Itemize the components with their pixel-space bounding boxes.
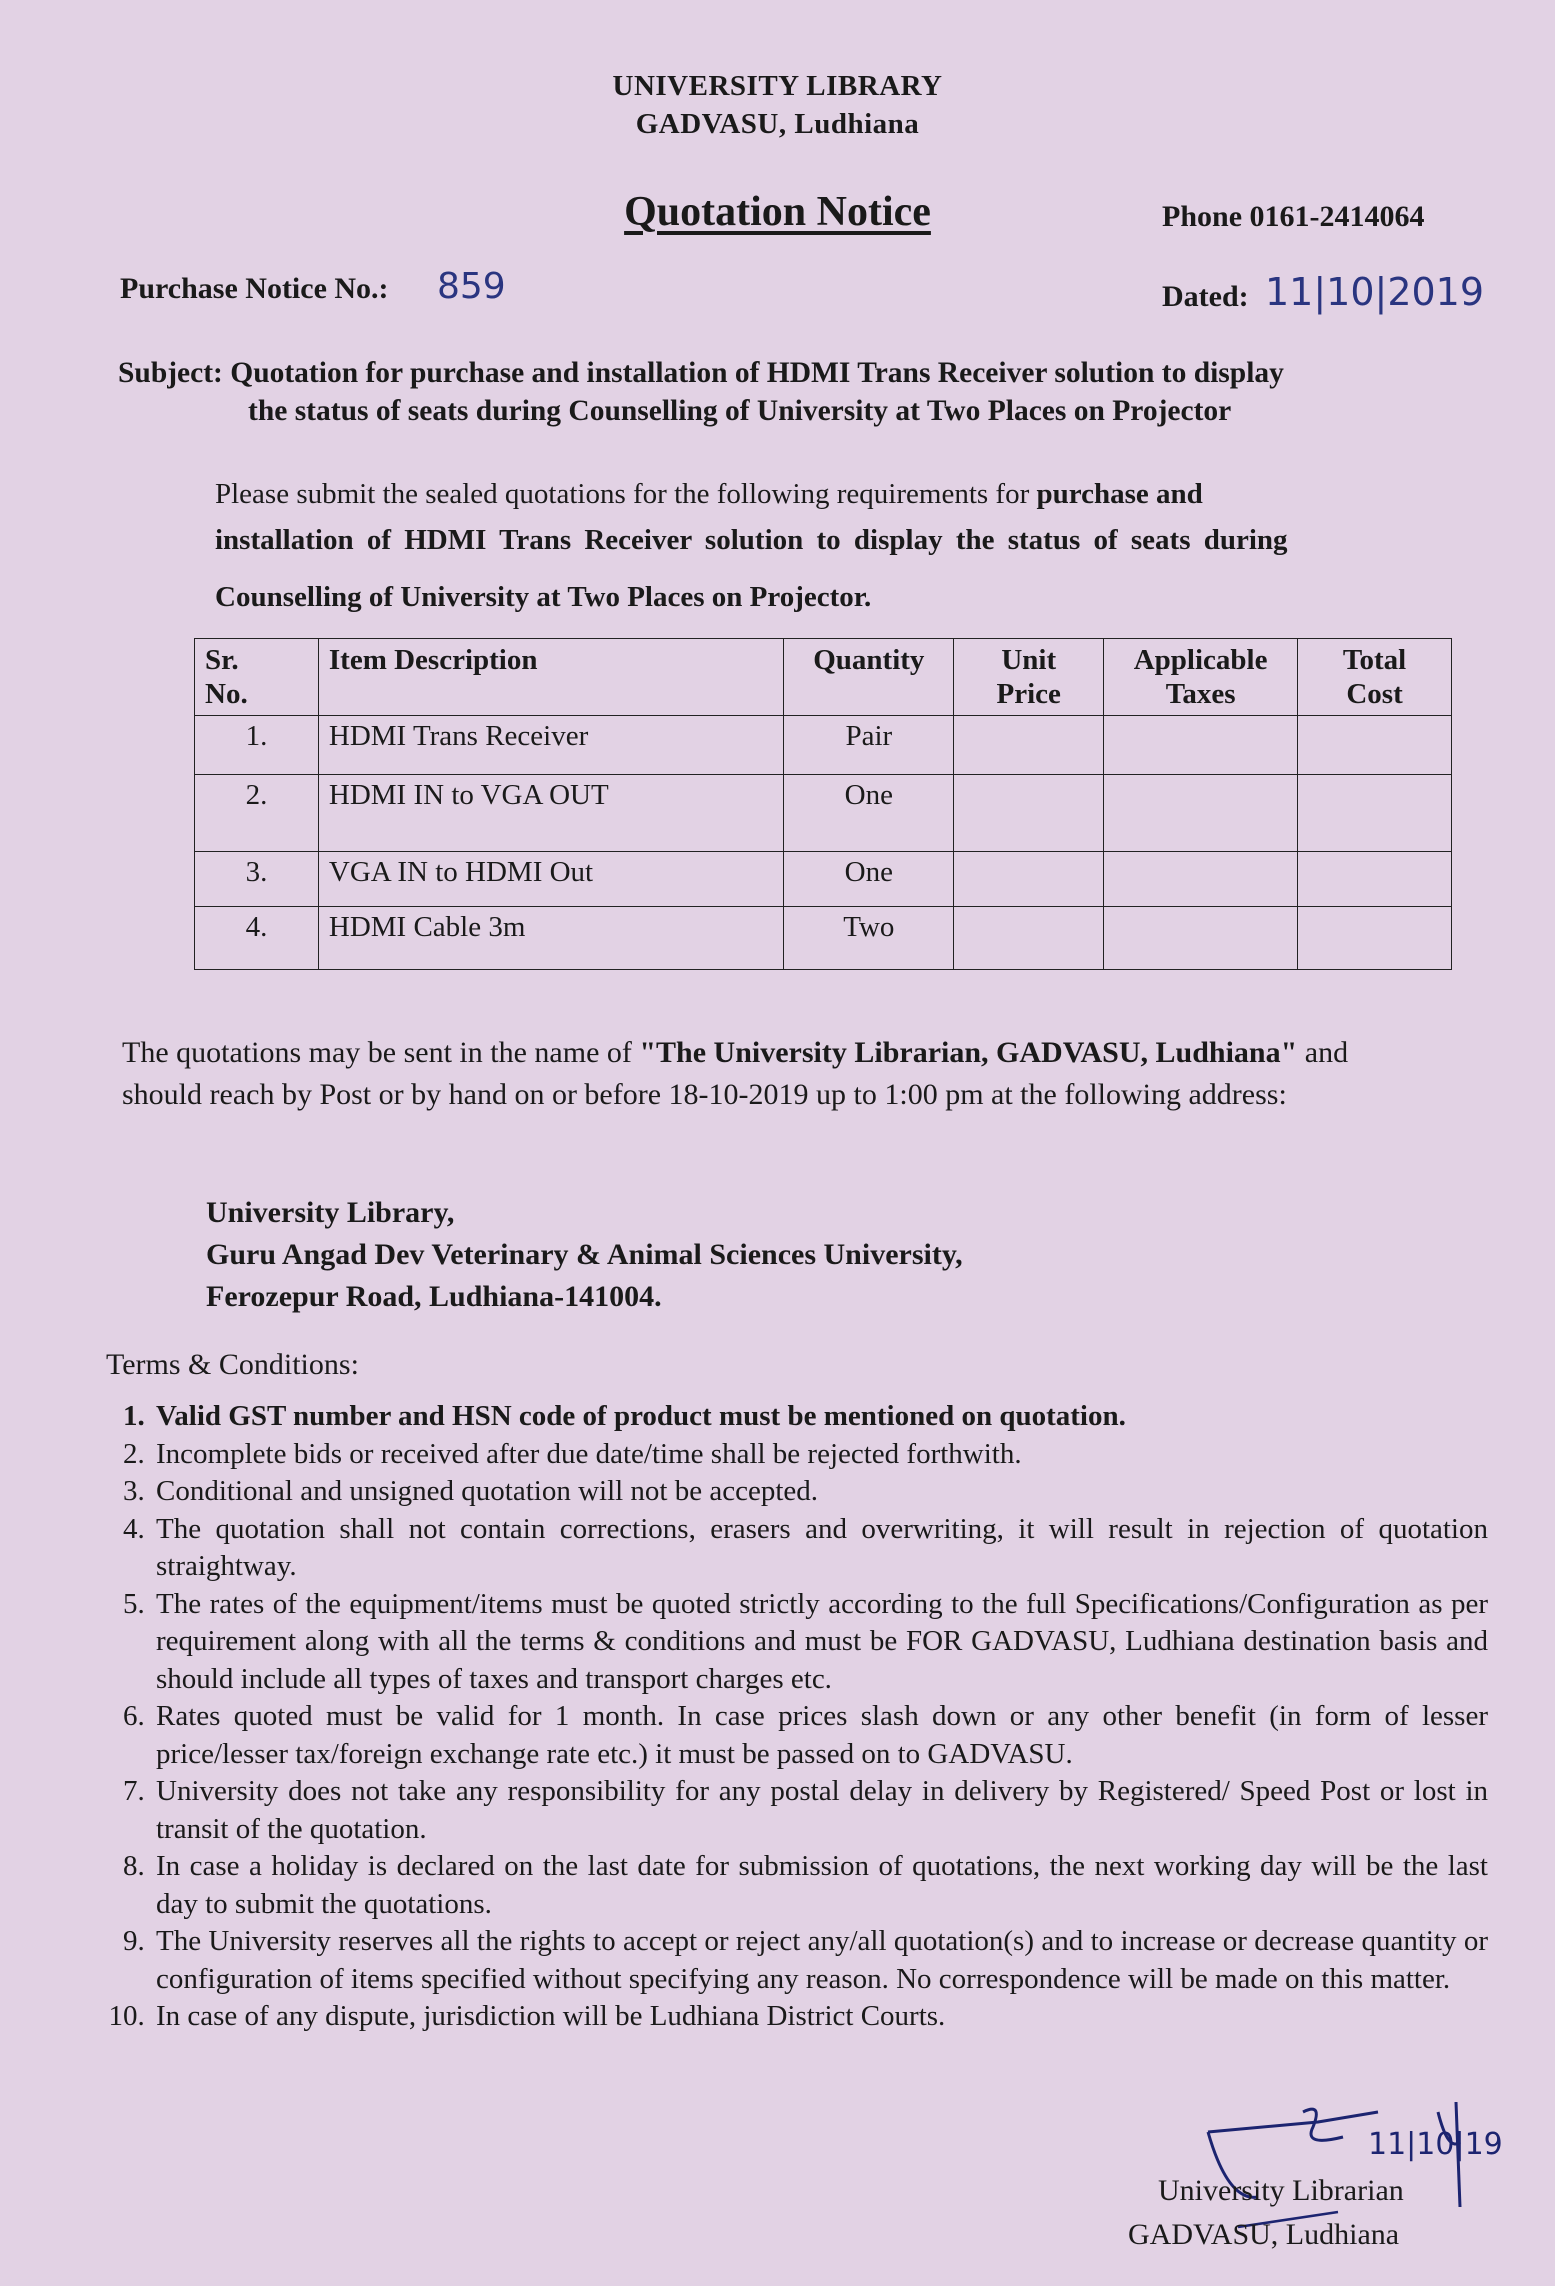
terms-list <box>100 1398 1488 2036</box>
cell-item: HDMI Trans Receiver <box>318 716 783 775</box>
header-quantity: Quantity <box>784 639 954 716</box>
address-line2: Guru Angad Dev Veterinary & Animal Sciences University, <box>206 1238 963 1271</box>
cell-taxes <box>1104 907 1298 970</box>
cell-taxes <box>1104 852 1298 907</box>
intro-line2: installation of HDMI Trans Receiver solution to display the status of seats during <box>215 524 1288 556</box>
dated-label: Dated: <box>1162 280 1249 313</box>
title-text: Quotation Notice <box>624 189 931 235</box>
items-table <box>194 638 1452 970</box>
purchase-notice-number: 859 <box>437 266 506 307</box>
header-taxes: Applicable Taxes <box>1104 639 1298 716</box>
term-item: 9. The University reserves all the rights to accept or reject any/all quotation(s) and to increase or decrease quantity or configuration of items specified without specifying any reason. No correspondence will be made on this matter. <box>152 1923 1488 1998</box>
term-item: 8. In case a holiday is declared on the last date for submission of quotations, the next working day will be the last day to submit the quotations. <box>152 1848 1488 1923</box>
terms-heading: Terms & Conditions: <box>106 1348 359 1381</box>
intro-line3: Counselling of University at Two Places on Projector. <box>215 581 872 613</box>
term-item: 3. Conditional and unsigned quotation will not be accepted. <box>152 1473 1488 1511</box>
table-header-row <box>195 639 1452 716</box>
term-item: 10. In case of any dispute, jurisdiction will be Ludhiana District Courts. <box>152 1998 1488 2036</box>
cell-total <box>1298 775 1452 852</box>
cell-sr: 3. <box>195 852 319 907</box>
table-row <box>195 716 1452 775</box>
cell-total <box>1298 852 1452 907</box>
header-unit-price: Unit Price <box>954 639 1104 716</box>
subject-line2: the status of seats during Counselling of University at Two Places on Projector <box>248 395 1232 427</box>
signatory-institution: GADVASU, Ludhiana <box>1128 2218 1400 2251</box>
cell-quantity: One <box>784 775 954 852</box>
header-sr: Sr. No. <box>195 639 319 716</box>
address-line3: Ferozepur Road, Ludhiana-141004. <box>206 1280 662 1313</box>
header-total: Total Cost <box>1298 639 1452 716</box>
org-name: UNIVERSITY LIBRARY <box>612 70 943 102</box>
org-location: GADVASU, Ludhiana <box>635 108 920 140</box>
intro-line1 <box>215 466 1445 522</box>
cell-taxes <box>1104 716 1298 775</box>
table-row <box>195 775 1452 852</box>
cell-item: HDMI IN to VGA OUT <box>318 775 783 852</box>
phone-number: Phone 0161-2414064 <box>1162 200 1425 233</box>
cell-quantity: Pair <box>784 716 954 775</box>
intro-plain: Please submit the sealed quotations for the following requirements for <box>215 478 1037 510</box>
subject <box>118 354 1438 430</box>
purchase-notice-label: Purchase Notice No.: <box>120 272 389 305</box>
cell-sr: 1. <box>195 716 319 775</box>
dated-value: 11|10|2019 <box>1265 270 1485 314</box>
term-item: 1. Valid GST number and HSN code of product must be mentioned on quotation. <box>152 1398 1488 1436</box>
cell-sr: 2. <box>195 775 319 852</box>
intro-bold-inline: purchase and <box>1036 478 1203 510</box>
cell-total <box>1298 907 1452 970</box>
subject-line1: Subject: Quotation for purchase and installation of HDMI Trans Receiver solution to display <box>118 357 1284 389</box>
cell-item: VGA IN to HDMI Out <box>318 852 783 907</box>
cell-taxes <box>1104 775 1298 852</box>
term-item: 2. Incomplete bids or received after due date/time shall be rejected forthwith. <box>152 1436 1488 1474</box>
table-row <box>195 852 1452 907</box>
submission-text-2: and should reach by Post or by hand on or before 18-10-2019 up to 1:00 pm at the following address: <box>122 1036 1349 1111</box>
cell-unit-price <box>954 852 1104 907</box>
term-item: 6. Rates quoted must be valid for 1 month. In case prices slash down or any other benefit (in form of lesser price/lesser tax/foreign exchange rate etc.) it must be passed on to GADVASU. <box>152 1698 1488 1773</box>
submission-addressee: "The University Librarian, GADVASU, Ludhiana" <box>639 1036 1298 1069</box>
cell-unit-price <box>954 775 1104 852</box>
submission-paragraph <box>122 1032 1422 1116</box>
header-item: Item Description <box>318 639 783 716</box>
submission-text-1: The quotations may be sent in the name of <box>122 1036 640 1069</box>
cell-sr: 4. <box>195 907 319 970</box>
cell-unit-price <box>954 907 1104 970</box>
cell-quantity: Two <box>784 907 954 970</box>
table-row <box>195 907 1452 970</box>
cell-quantity: One <box>784 852 954 907</box>
term-item: 4. The quotation shall not contain corrections, erasers and overwriting, it will result in rejection of quotation straightway. <box>152 1511 1488 1586</box>
address-line1: University Library, <box>206 1196 455 1229</box>
cell-total <box>1298 716 1452 775</box>
term-item: 5. The rates of the equipment/items must be quoted strictly according to the full Specifications/Configuration as per requirement along with all the terms & conditions and must be FOR GADVASU, Ludhiana destination basis and should include all types of taxes and transport charges etc. <box>152 1586 1488 1699</box>
cell-unit-price <box>954 716 1104 775</box>
signature-date: 11|10|19 <box>1368 2127 1503 2162</box>
signatory-title: University Librarian <box>1158 2174 1404 2207</box>
postal-address <box>206 1192 963 1318</box>
cell-item: HDMI Cable 3m <box>318 907 783 970</box>
term-item: 7. University does not take any responsibility for any postal delay in delivery by Registered/ Speed Post or lost in transit of the quotation. <box>152 1773 1488 1848</box>
